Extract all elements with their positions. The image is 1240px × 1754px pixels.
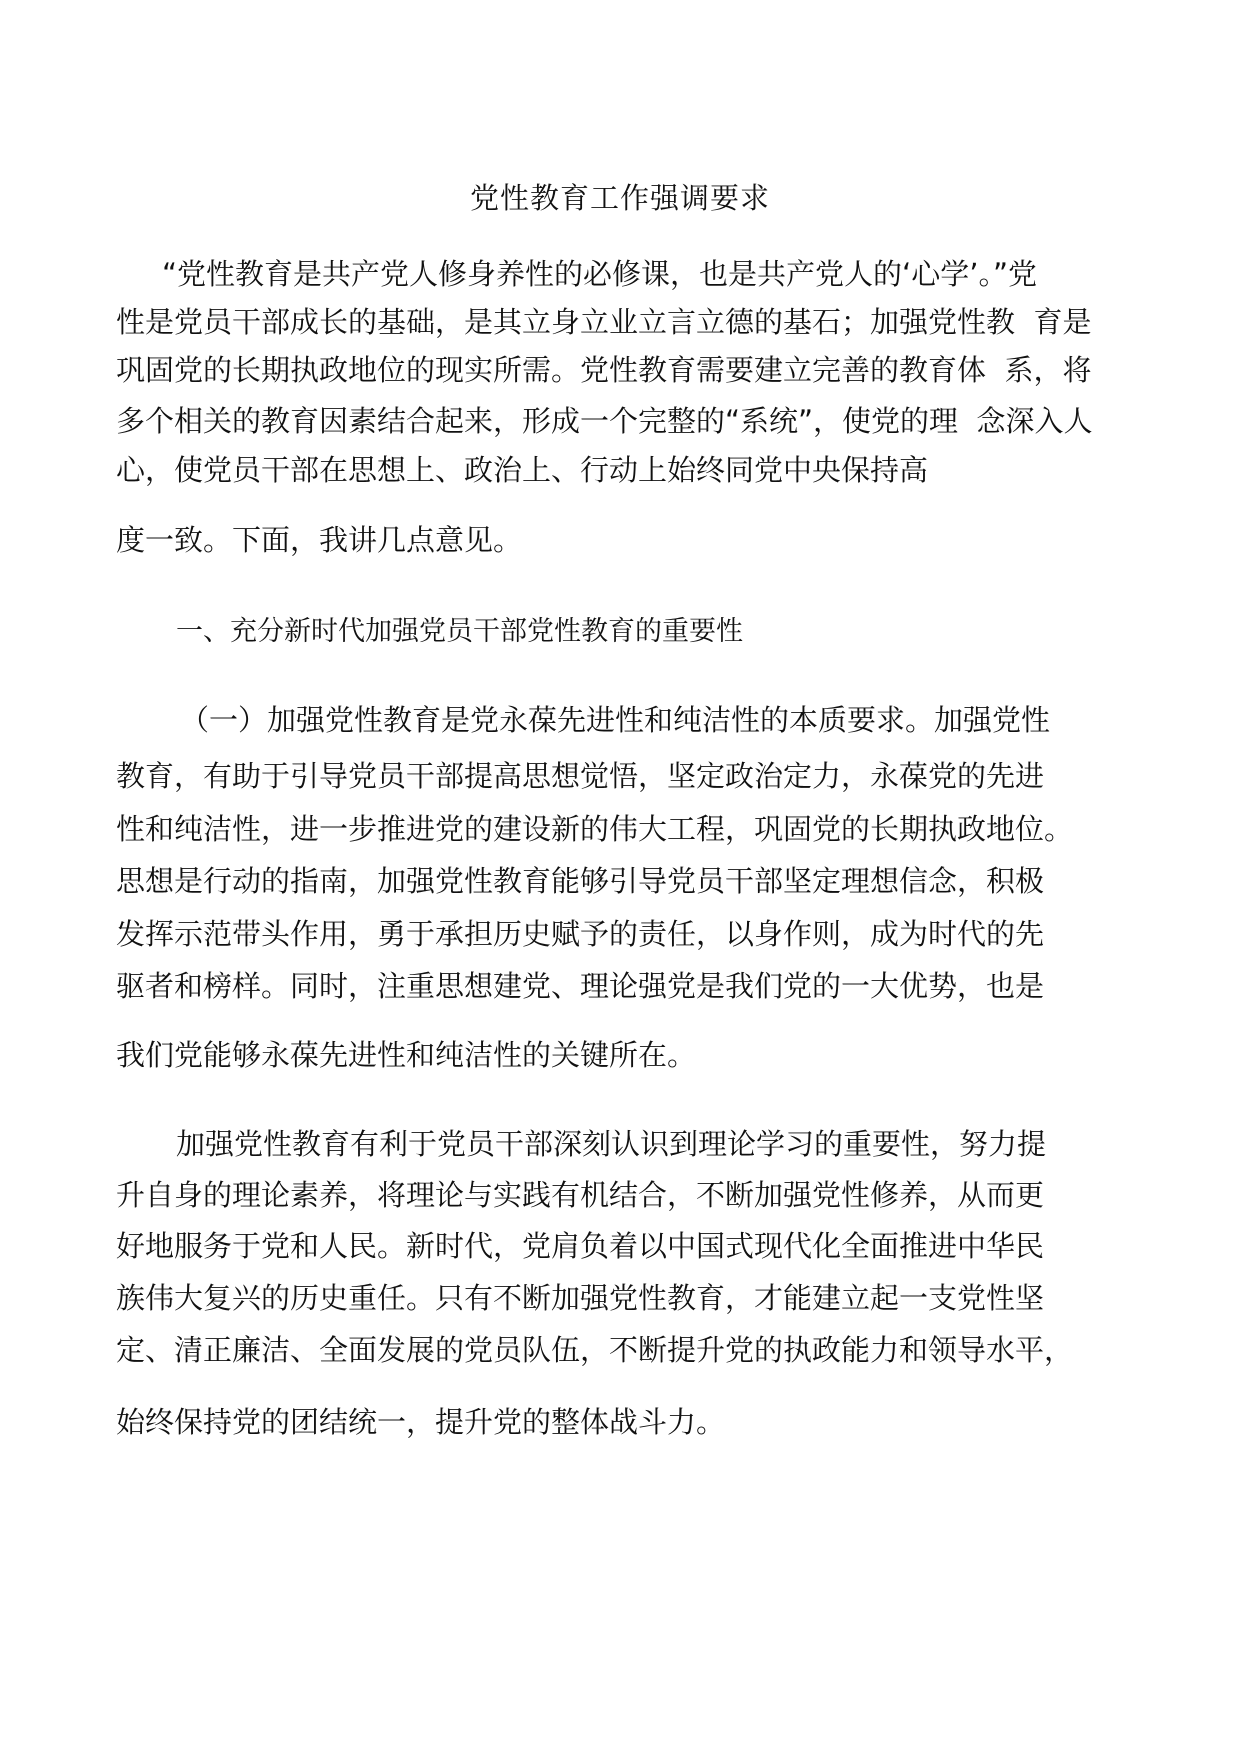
- paragraph-line: 升自身的理论素养，将理论与实践有机结合，不断加强党性修养，从而更: [116, 1178, 1045, 1212]
- paragraph-line: 我们党能够永葆先进性和纯洁性的关键所在。: [116, 1038, 697, 1072]
- paragraph-line: 发挥示范带头作用，勇于承担历史赋予的责任，以身作则，成为时代的先: [116, 917, 1045, 951]
- paragraph-line: 性和纯洁性，进一步推进党的建设新的伟大工程，巩固党的长期执政地位。: [116, 812, 1074, 846]
- paragraph-line: 好地服务于党和人民。新时代，党肩负着以中国式现代化全面推进中华民: [116, 1229, 1045, 1263]
- paragraph-line: （一）加强党性教育是党永葆先进性和纯洁性的本质要求。加强党性: [180, 703, 1051, 737]
- paragraph-line: 思想是行动的指南，加强党性教育能够引导党员干部坚定理想信念，积极: [116, 864, 1045, 898]
- paragraph-line: 度一致。下面，我讲几点意见。: [116, 523, 523, 557]
- paragraph-line: 心，使党员干部在思想上、政治上、行动上始终同党中央保持高: [116, 453, 929, 487]
- document-title: 党性教育工作强调要求: [469, 181, 770, 215]
- paragraph-line: “党性教育是共产党人修身养性的必修课，也是共产党人的‘心学’。”党: [162, 257, 1037, 291]
- paragraph-line: 族伟大复兴的历史重任。只有不断加强党性教育，才能建立起一支党性坚: [116, 1281, 1045, 1315]
- paragraph-line: 驱者和榜样。同时，注重思想建党、理论强党是我们党的一大优势，也是: [116, 969, 1045, 1003]
- paragraph-line: 性是党员干部成长的基础，是其立身立业立言立德的基石；加强党性教 育是: [116, 305, 1092, 339]
- paragraph-line: 始终保持党的团结统一，提升党的整体战斗力。: [116, 1405, 726, 1439]
- paragraph-line: 加强党性教育有利于党员干部深刻认识到理论学习的重要性，努力提: [176, 1127, 1047, 1161]
- paragraph-line: 多个相关的教育因素结合起来，形成一个完整的“系统”，使党的理 念深入人: [116, 404, 1093, 438]
- paragraph-line: 教育，有助于引导党员干部提高思想觉悟，坚定政治定力，永葆党的先进: [116, 759, 1045, 793]
- paragraph-line: 定、清正廉洁、全面发展的党员队伍，不断提升党的执政能力和领导水平，: [116, 1333, 1074, 1367]
- paragraph-line: 巩固党的长期执政地位的现实所需。党性教育需要建立完善的教育体 系，将: [116, 353, 1092, 387]
- section-heading-text: 一、充分新时代加强党员干部党性教育的重要性: [176, 616, 743, 647]
